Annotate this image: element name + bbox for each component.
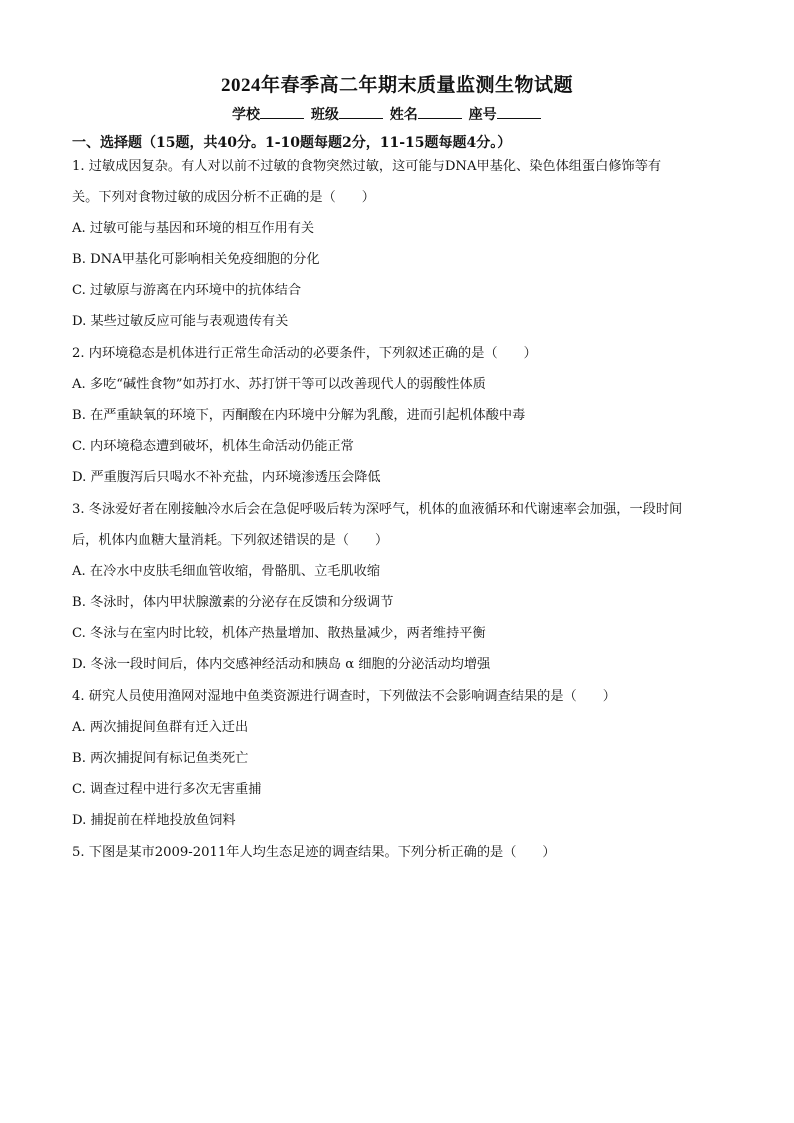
field-label-name: 姓名 <box>389 107 418 123</box>
q3-option-d: D. 冬泳一段时间后，体内交感神经活动和胰岛 α 细胞的分泌活动均增强 <box>72 657 491 672</box>
student-info-fields <box>232 104 543 124</box>
q1-stem-line1: 1. 过敏成因复杂。有人对以前不过敏的食物突然过敏，这可能与DNA甲基化、染色体组蛋白修饰等有 <box>72 159 662 174</box>
q3-option-b: B. 冬泳时，体内甲状腺激素的分泌存在反馈和分级调节 <box>72 595 394 610</box>
q5-stem-end: ） <box>542 845 556 860</box>
q2-stem-text: 2. 内环境稳态是机体进行正常生命活动的必要条件，下列叙述正确的是（ <box>72 346 498 361</box>
seat-blank[interactable] <box>497 106 541 119</box>
q4-stem <box>72 688 616 706</box>
name-blank[interactable] <box>418 106 462 119</box>
exam-title: 2024年春季高二年期末质量监测生物试题 <box>220 75 573 96</box>
q1-option-c: C. 过敏原与游离在内环境中的抗体结合 <box>72 283 302 298</box>
q2-option-a: A. 多吃“碱性食物”如苏打水、苏打饼干等可以改善现代人的弱酸性体质 <box>72 377 486 392</box>
q3-stem-text: 后，机体内血糖大量消耗。下列叙述错误的是（ <box>72 533 349 548</box>
q1-option-b: B. DNA甲基化可影响相关免疫细胞的分化 <box>72 252 320 267</box>
q2-option-b: B. 在严重缺氧的环境下，丙酮酸在内环境中分解为乳酸，进而引起机体酸中毒 <box>72 408 526 423</box>
section-heading: 一、选择题（15题，共40分。1-10题每题2分，11-15题每题4分。） <box>72 135 512 151</box>
q2-stem-end: ） <box>523 346 537 361</box>
school-blank[interactable] <box>260 106 304 119</box>
q4-stem-end: ） <box>602 689 616 704</box>
q2-option-c: C. 内环境稳态遭到破坏，机体生命活动仍能正常 <box>72 439 354 454</box>
q1-option-d: D. 某些过敏反应可能与表观遗传有关 <box>72 314 289 329</box>
q3-option-c: C. 冬泳与在室内时比较，机体产热量增加、散热量减少，两者维持平衡 <box>72 626 486 641</box>
q2-option-d: D. 严重腹泻后只喝水不补充盐，内环境渗透压会降低 <box>72 470 381 485</box>
q3-option-a: A. 在冷水中皮肤毛细血管收缩，骨骼肌、立毛肌收缩 <box>72 564 381 579</box>
q1-stem-text: 关。下列对食物过敏的成因分析不正确的是（ <box>72 190 336 205</box>
q4-option-a: A. 两次捕捉间鱼群有迁入迁出 <box>72 720 249 735</box>
q4-option-d: D. 捕捉前在样地投放鱼饲料 <box>72 813 236 828</box>
q3-stem-line2 <box>72 532 388 550</box>
field-label-seat: 座号 <box>468 107 497 123</box>
q5-stem-text: 5. 下图是某市2009-2011年人均生态足迹的调查结果。下列分析正确的是（ <box>72 845 517 860</box>
field-label-school: 学校 <box>232 107 260 123</box>
q4-option-c: C. 调查过程中进行多次无害重捕 <box>72 782 262 797</box>
q3-stem-end: ） <box>374 533 389 548</box>
q5-stem <box>72 844 556 862</box>
class-blank[interactable] <box>339 106 383 119</box>
q2-stem <box>72 345 537 363</box>
q1-option-a: A. 过敏可能与基因和环境的相互作用有关 <box>72 221 315 236</box>
q3-stem-line1: 3. 冬泳爱好者在刚接触冷水后会在急促呼吸后转为深呼气，机体的血液循环和代谢速率会加强，一段时间 <box>72 502 683 517</box>
field-label-class: 班级 <box>310 107 339 123</box>
q4-stem-text: 4. 研究人员使用渔网对湿地中鱼类资源进行调查时，下列做法不会影响调查结果的是（ <box>72 689 577 704</box>
q1-stem-line2 <box>72 189 375 207</box>
q4-option-b: B. 两次捕捉间有标记鱼类死亡 <box>72 751 249 766</box>
q1-stem-end: ） <box>361 190 375 205</box>
